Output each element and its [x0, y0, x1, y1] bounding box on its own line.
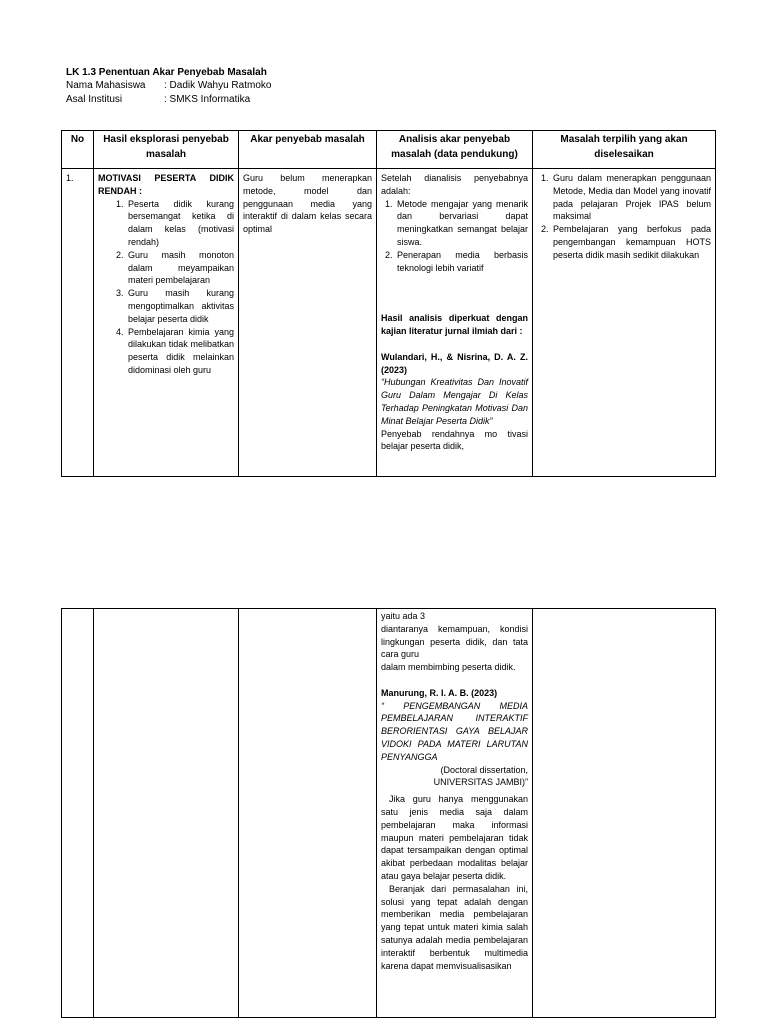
- student-name-row: [66, 79, 271, 92]
- analysis-cell: [377, 169, 533, 477]
- exploration-cell-empty: [94, 609, 239, 1018]
- list-item: 1. Guru dalam menerapkan penggunaan Metode, Media dan Model yang inovatif pada pelajaran Projek IPAS belum maksimal: [551, 172, 711, 223]
- document-header: [66, 66, 271, 106]
- table-row: [62, 609, 716, 1018]
- header-no: No: [62, 131, 94, 169]
- document-title: LK 1.3 Penentuan Akar Penyebab Masalah: [66, 67, 267, 78]
- reference-2-note: (Doctoral dissertation, UNIVERSITAS JAMBI)”: [433, 764, 528, 788]
- root-cause-cell: Guru belum menerapkan metode, model dan penggunaan media yang interaktif di dalam kelas secara optimal: [239, 169, 377, 477]
- header-root-cause: Akar penyebab masalah: [239, 131, 377, 169]
- table-header-row: [62, 131, 716, 169]
- continued-text-1: yaitu ada 3: [381, 611, 426, 621]
- exploration-title: MOTIVASI PESERTA DIDIK RENDAH :: [98, 173, 234, 196]
- analysis-supported-by: Hasil analisis diperkuat dengan kajian literatur jurnal ilmiah dari :: [381, 313, 528, 337]
- header-analysis: Analisis akar penyebab masalah (data pendukung): [377, 131, 533, 169]
- selected-problem-cell-empty: [533, 609, 716, 1018]
- header-selected-problem: Masalah terpilih yang akan diselesaikan: [533, 131, 716, 169]
- reference-1-title: “Hubungan Kreativitas Dan Inovatif Guru Dalam Mengajar Di Kelas Terhadap Peningkatan Motivasi Dan Minat Belajar Peserta Didik”: [381, 377, 528, 426]
- student-name-label: Nama Mahasiswa: [66, 80, 146, 92]
- analysis-list: [381, 198, 528, 275]
- reference-1-citation: Wulandari, H., & Nisrina, D. A. Z. (2023): [381, 351, 528, 375]
- row-number-empty: [62, 609, 94, 1018]
- paragraph-solution: Beranjak dari permasalahan ini, solusi yang tepat adalah dengan memberikan media pembelajaran yang tepat untuk materi kimia salah satunya adalah media pembelajaran interaktif berbentuk multimedia karena dapat memvisualisasikan: [381, 883, 528, 971]
- exploration-cell: [94, 169, 239, 477]
- exploration-list: [112, 198, 234, 377]
- institution-label: Asal Institusi: [66, 93, 123, 105]
- paragraph-media: Jika guru hanya menggunakan satu jenis media saja dalam pembelajaran maka informasi maupun materi pembelajaran tidak dapat tersampaikan dengan optimal akibat perbedaan modalitas belajar atau gaya belajar peserta didik.: [381, 794, 528, 881]
- list-item: 1. Peserta didik kurang bersemangat ketika di dalam kelas (motivasi rendah): [126, 198, 234, 249]
- analysis-table: [61, 130, 716, 477]
- list-item: 4. Pembelajaran kimia yang dilakukan tidak melibatkan peserta didik melainkan didominasi oleh guru: [126, 326, 234, 377]
- student-name-value: : Dadik Wahyu Ratmoko: [164, 80, 272, 92]
- analysis-cell-continued: [377, 609, 533, 1018]
- institution-row: [66, 93, 271, 106]
- root-cause-cell-empty: [239, 609, 377, 1018]
- reference-2-citation: Manurung, R. I. A. B. (2023): [381, 687, 498, 698]
- analysis-table-continued: [61, 608, 716, 1018]
- row-number: 1.: [62, 169, 94, 477]
- list-item: 1. Metode mengajar yang menarik dan bervariasi dapat meningkatkan semangat belajar siswa.: [395, 198, 528, 249]
- continued-text-3: dalam membimbing peserta didik.: [381, 662, 516, 673]
- reference-1-text: Penyebab rendahnya mo tivasi belajar peserta didik,: [381, 428, 528, 452]
- list-item: 2. Pembelajaran yang berfokus pada pengembangan kemampuan HOTS peserta didik masih sedikit dilakukan: [551, 223, 711, 261]
- list-item: 2. Guru masih monoton dalam meyampaikan materi pembelajaran: [126, 249, 234, 287]
- analysis-intro: Setelah dianalisis penyebabnya adalah:: [381, 173, 528, 196]
- list-item: 3. Guru masih kurang mengoptimalkan aktivitas belajar peserta didik: [126, 287, 234, 325]
- continued-text-2: diantaranya kemampuan, kondisi lingkungan peserta didik, dan tata cara guru: [381, 623, 528, 660]
- list-item: 2. Penerapan media berbasis teknologi lebih variatif: [395, 249, 528, 275]
- table-row: [62, 169, 716, 477]
- header-exploration: Hasil eksplorasi penyebab masalah: [94, 131, 239, 169]
- institution-value: : SMKS Informatika: [164, 93, 251, 105]
- reference-2-title: “ PENGEMBANGAN MEDIA PEMBELAJARAN INTERAKTIF BERORIENTASI GAYA BELAJAR VIDOKI PADA MATERI LARUTAN PENYANGGA: [381, 700, 528, 762]
- selected-problem-list: [537, 172, 711, 262]
- selected-problem-cell: [533, 169, 716, 477]
